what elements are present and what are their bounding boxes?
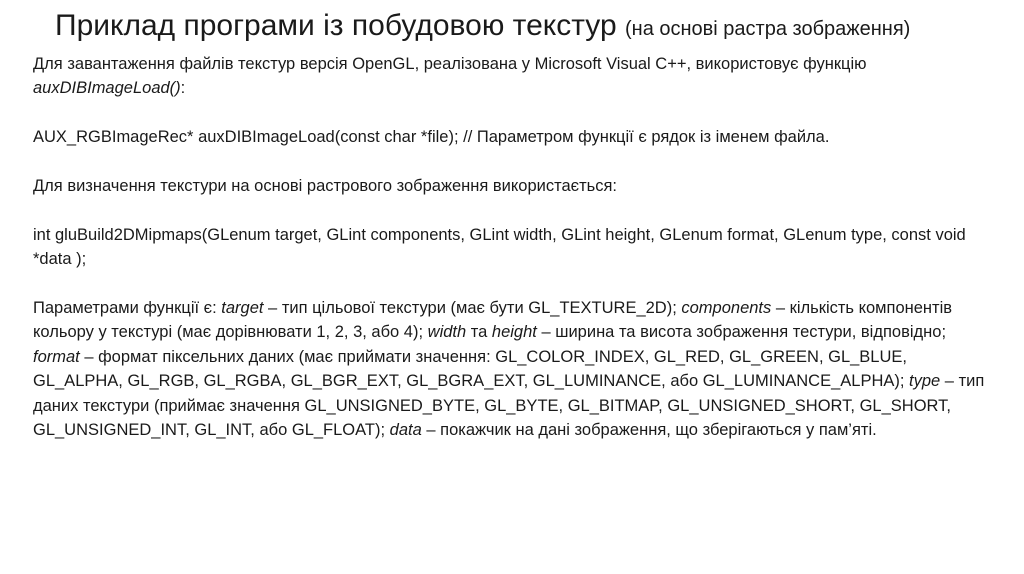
params-text: та (466, 323, 492, 342)
params-text: – ширина та висота зображення тестури, відповідно; (536, 323, 947, 342)
params-text: – кількість компонентів кольору у текстурі (має дорівнювати 1, 2, 3, або 4); (33, 299, 953, 342)
param-height: height (491, 323, 537, 342)
spacer (33, 198, 993, 222)
intro-text: Для завантаження файлів текстур версія OpenGL, реалізована у Microsoft Visual C++, використовує функцію (33, 55, 867, 73)
slide-title (55, 6, 1015, 49)
param-components: components (681, 299, 772, 317)
params-paragraph (33, 296, 993, 442)
title-subtitle: (на основі растра зображення) (624, 18, 911, 40)
load-signature: AUX_RGBImageRec* auxDIBImageLoad(const char *file); // Параметром функції є рядок із іменем файла. (33, 128, 830, 147)
intro-paragraph (33, 52, 993, 101)
intro-function-name: auxDIBImageLoad() (33, 79, 181, 98)
param-format: format (33, 347, 80, 366)
definition-intro: Для визначення текстури на основі растрового зображення використається: (33, 177, 618, 195)
params-text: – тип даних текстури (приймає значення GL_UNSIGNED_BYTE, GL_BYTE, GL_BITMAP, GL_UNSIGNED_SHORT, GL_SHORT, GL_UNSIGNED_INT, GL_INT, або GL_FLOAT); (33, 372, 985, 440)
title-main: Приклад програми із побудовою текстур (55, 9, 617, 42)
spacer (33, 150, 993, 174)
build-signature: int gluBuild2DMipmaps(GLenum target, GLint components, GLint width, GLint height, GLenum format, GLenum type, const void *data ); (33, 225, 966, 269)
param-type: type (909, 372, 941, 391)
params-text: – покажчик на дані зображення, що зберігаються у пам’яті. (421, 421, 877, 440)
param-target: target (221, 299, 264, 317)
param-width: width (427, 323, 467, 342)
param-data: data (389, 421, 422, 440)
slide-body (33, 52, 993, 442)
params-text: – тип цільової текстури (має бути GL_TEXTURE_2D); (263, 299, 682, 317)
params-text: – формат піксельних даних (має приймати значення: GL_COLOR_INDEX, GL_RED, GL_GREEN, GL_BLUE, GL_ALPHA, GL_RGB, GL_RGBA, GL_BGR_EXT, GL_BGRA_EXT, GL_LUMINANCE, або GL_LUMINANCE_ALPHA); (33, 347, 910, 391)
spacer (33, 101, 993, 125)
intro-colon: : (180, 79, 186, 98)
params-text: Параметрами функції є: (33, 299, 222, 317)
spacer (33, 272, 993, 296)
